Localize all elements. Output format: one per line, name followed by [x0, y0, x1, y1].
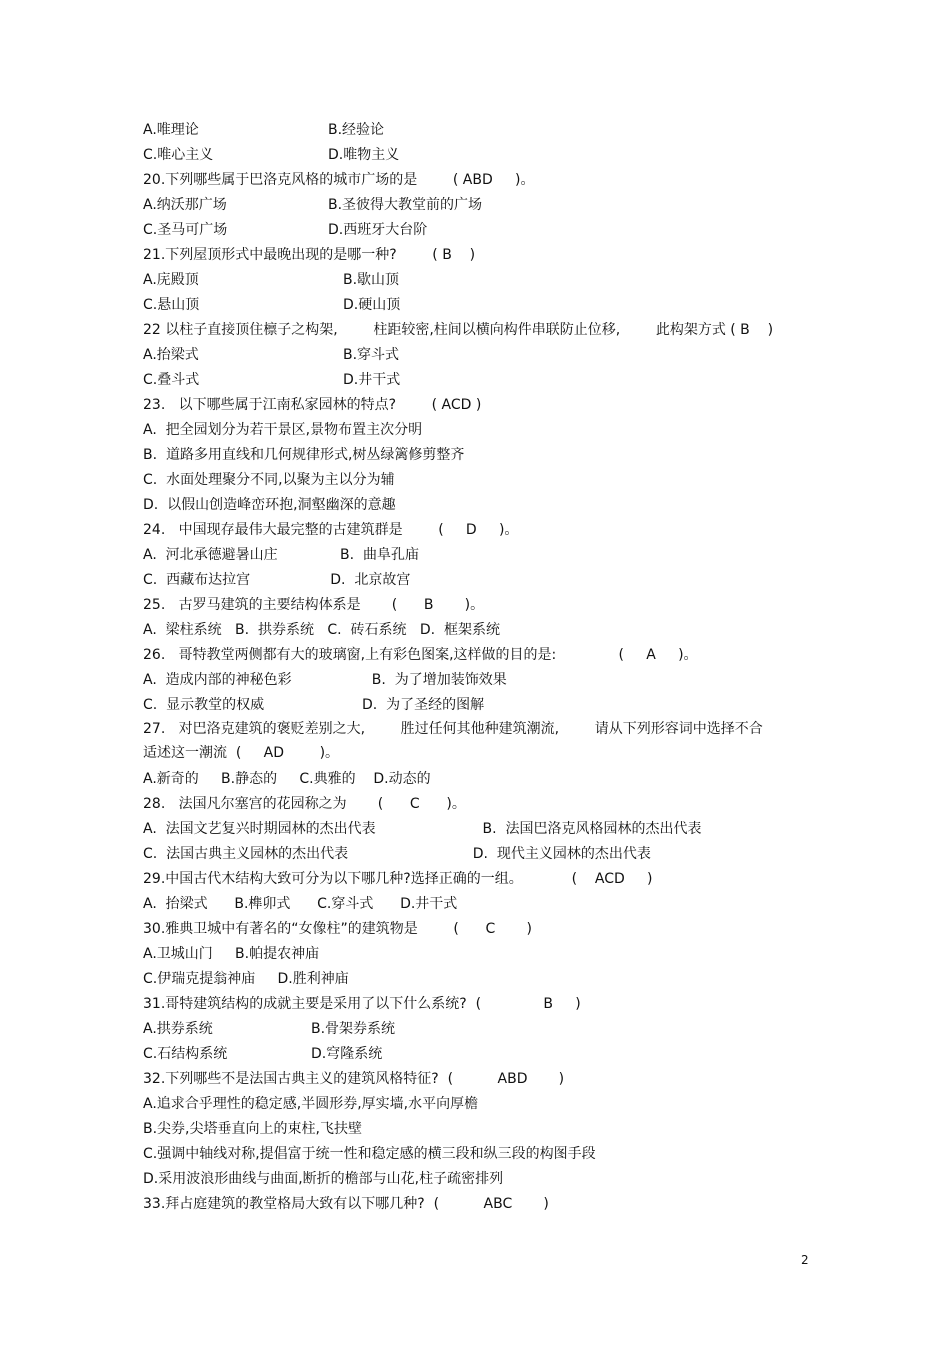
- option-line: B. 道路多用直线和几何规律形式,树丛绿篱修剪整齐: [143, 447, 465, 463]
- option-line: A.抬梁式 B.穿斗式: [143, 347, 400, 363]
- option-line: C.唯心主义 D.唯物主义: [143, 147, 400, 163]
- option-line: A.卫城山门 B.帕提农神庙: [143, 946, 320, 962]
- question-32: 32.下列哪些不是法国古典主义的建筑风格特征? ( ABD ): [143, 1071, 565, 1087]
- option-line: C. 法国古典主义园林的杰出代表 D. 现代主义园林的杰出代表: [143, 846, 651, 862]
- option-line: D. 以假山创造峰峦环抱,洞壑幽深的意趣: [143, 497, 396, 513]
- option-line: D.采用波浪形曲线与曲面,断折的檐部与山花,柱子疏密排列: [143, 1171, 504, 1187]
- question-23: 23. 以下哪些属于江南私家园林的特点? ( ACD ): [143, 397, 482, 413]
- option-line: C.叠斗式 D.井干式: [143, 372, 401, 388]
- option-line: A.新奇的 B.静态的 C.典雅的 D.动态的: [143, 771, 431, 787]
- option-line: A. 造成内部的神秘色彩 B. 为了增加装饰效果: [143, 672, 507, 688]
- question-20: 20.下列哪些属于巴洛克风格的城市广场的是 ( ABD )。: [143, 172, 535, 188]
- option-line: A. 梁柱系统 B. 拱券系统 C. 砖石系统 D. 框架系统: [143, 622, 500, 638]
- option-line: C. 显示教堂的权威 D. 为了圣经的图解: [143, 697, 485, 713]
- option-line: A.纳沃那广场 B.圣彼得大教堂前的广场: [143, 197, 483, 213]
- page-number: 2: [801, 1253, 809, 1267]
- option-line: C.圣马可广场 D.西班牙大台阶: [143, 222, 428, 238]
- question-22: 22 以柱子直接顶住檩子之构架, 柱距较密,柱间以横向构件串联防止位移, 此构架方式 ( B ): [143, 322, 774, 338]
- question-26: 26. 哥特教堂两侧都有大的玻璃窗,上有彩色图案,这样做的目的是: ( A )。: [143, 647, 698, 663]
- question-27-cont: 适述这一潮流 ( AD )。: [143, 745, 340, 761]
- question-21: 21.下列屋顶形式中最晚出现的是哪一种? ( B ): [143, 247, 476, 263]
- option-line: C.强调中轴线对称,提倡富于统一性和稳定感的横三段和纵三段的构图手段: [143, 1146, 596, 1162]
- option-line: C.悬山顶 D.硬山顶: [143, 297, 401, 313]
- option-line: C.石结构系统 D.穹隆系统: [143, 1046, 383, 1062]
- question-30: 30.雅典卫城中有著名的“女像柱”的建筑物是 ( C ): [143, 921, 532, 937]
- option-line: A. 法国文艺复兴时期园林的杰出代表 B. 法国巴洛克风格园林的杰出代表: [143, 821, 702, 837]
- option-line: A. 把全园划分为若干景区,景物布置主次分明: [143, 422, 423, 438]
- question-24: 24. 中国现存最伟大最完整的古建筑群是 ( D )。: [143, 522, 519, 538]
- question-27: 27. 对巴洛克建筑的褒贬差别之大, 胜过任何其他种建筑潮流, 请从下列形容词中选择不合: [143, 721, 763, 737]
- option-line: C. 西藏布达拉宫 D. 北京故宫: [143, 572, 411, 588]
- option-line: A.唯理论 B.经验论: [143, 122, 385, 138]
- option-line: C.伊瑞克提翁神庙 D.胜利神庙: [143, 971, 349, 987]
- option-line: A. 抬梁式 B.榫卯式 C.穿斗式 D.井干式: [143, 896, 458, 912]
- option-line: A.庑殿顶 B.歇山顶: [143, 272, 400, 288]
- option-line: C. 水面处理聚分不同,以聚为主以分为辅: [143, 472, 395, 488]
- option-line: A. 河北承德避暑山庄 B. 曲阜孔庙: [143, 547, 419, 563]
- question-33: 33.拜占庭建筑的教堂格局大致有以下哪几种? ( ABC ): [143, 1196, 549, 1212]
- option-line: B.尖券,尖塔垂直向上的束柱,飞扶壁: [143, 1121, 362, 1137]
- question-29: 29.中国古代木结构大致可分为以下哪几种?选择正确的一组。 ( ACD ): [143, 871, 653, 887]
- option-line: A.拱券系统 B.骨架券系统: [143, 1021, 396, 1037]
- question-31: 31.哥特建筑结构的成就主要是采用了以下什么系统? ( B ): [143, 996, 581, 1012]
- question-28: 28. 法国凡尔塞宫的花园称之为 ( C )。: [143, 796, 466, 812]
- option-line: A.追求合乎理性的稳定感,半圆形券,厚实墙,水平向厚檐: [143, 1096, 479, 1112]
- question-25: 25. 古罗马建筑的主要结构体系是 ( B )。: [143, 597, 485, 613]
